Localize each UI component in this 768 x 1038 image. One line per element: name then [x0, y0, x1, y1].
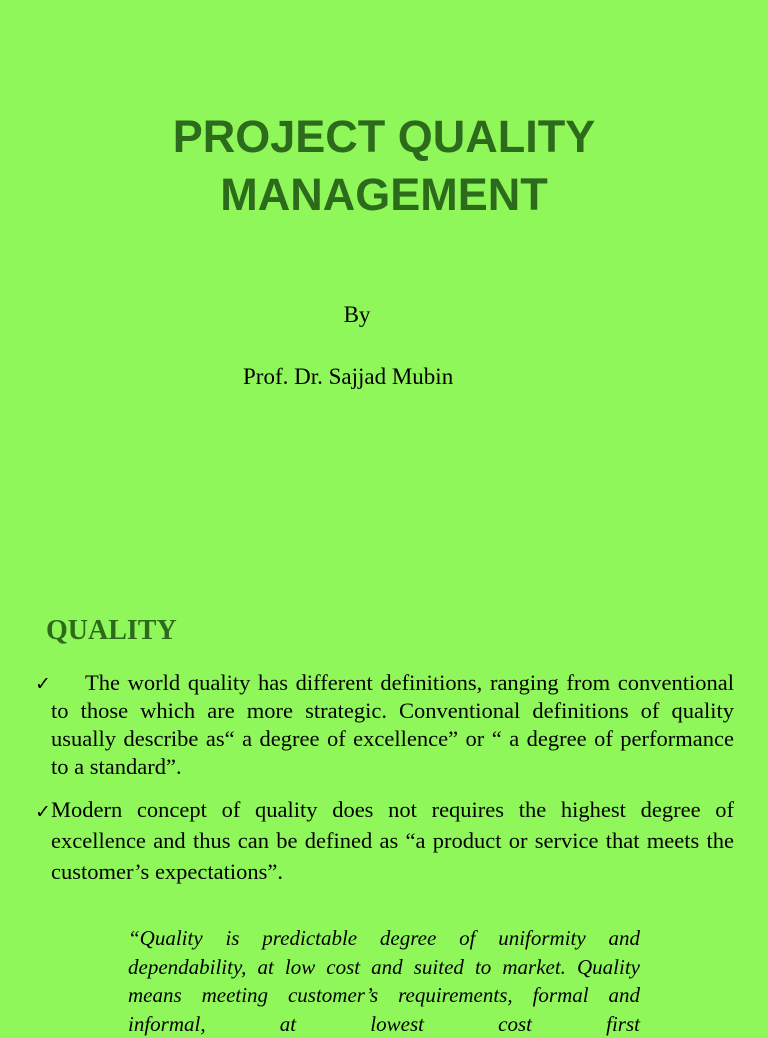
quality-quote: “Quality is predictable degree of uniformity and dependability, at low cost and suited to market. Quality means meeting customer’s requirements, formal and informal, at lowest cost first: [128, 926, 640, 1036]
slide-title: [0, 108, 768, 224]
by-label: By: [343, 302, 371, 327]
slide-title-line-1: PROJECT QUALITY: [172, 111, 596, 162]
checkmark-icon: ✓: [35, 801, 51, 823]
author-name: Prof. Dr. Sajjad Mubin: [243, 364, 454, 389]
bullet-item: [35, 669, 734, 781]
bullet-item: [35, 794, 734, 887]
section-heading: QUALITY: [46, 615, 177, 646]
bullet-text: The world quality has different definitions, ranging from conventional to those which are more strategic. Conventional definitions of quality usually describe as“ a degree of excellence” or “ a degree of performance to a standard”.: [51, 670, 734, 779]
slide-title-line-2: MANAGEMENT: [220, 169, 548, 220]
checkmark-icon: ✓: [35, 673, 51, 695]
bullet-text: Modern concept of quality does not requires the highest degree of excellence and thus can be defined as “a product or service that meets the customer’s expectations”.: [51, 797, 734, 884]
